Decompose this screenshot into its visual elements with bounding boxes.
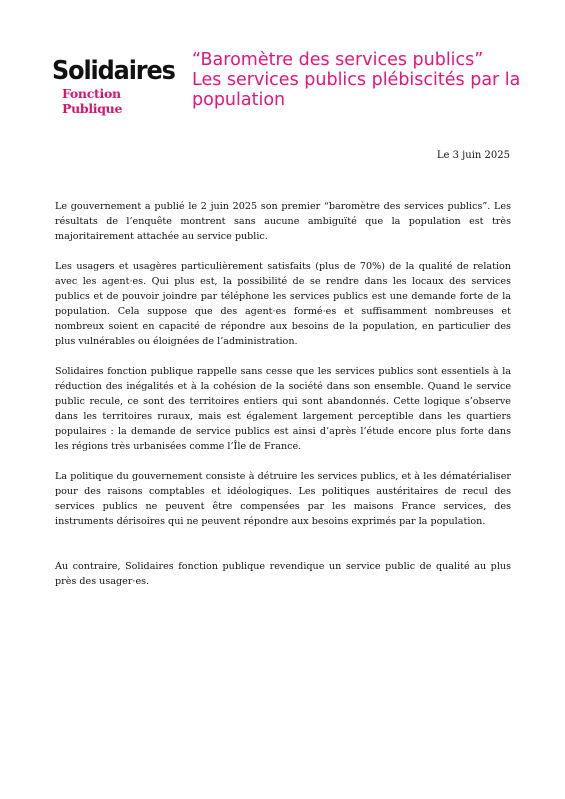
paragraph-inequalities: Solidaires fonction publique rappelle sans cesse que les services publics sont essentiels à la réduction des inégalités et à la cohésion de la société dans son ensemble. Quand le service public recule, ce sont des territoires entiers qui sont abandonnés. Cette logique s’observe dans les territoires ruraux, mais est également largement perceptible dans les quartiers populaires : la demande de service publics est ainsi d’après l’étude encore plus forte dans les régions très urbanisées comme l’Île de France.: [55, 366, 511, 452]
title-line-2: Les services publics plébiscités par la: [192, 70, 521, 90]
paragraph-government-policy: La politique du gouvernement consiste à détruire les services publics, et à les dématérialiser pour des raisons comptables et idéologiques. Les politiques austéritaires de recul des services publics ne peuvent être compensées par les maisons France services, des instruments dérisoires qui ne peuvent répondre aux besoins exprimés par la population.: [55, 471, 511, 527]
logo-subtitle: Fonction Publique: [62, 86, 123, 116]
paragraph-conclusion: Au contraire, Solidaires fonction publique revendique un service public de qualité au plus près des usager·es.: [55, 561, 511, 587]
paragraph-satisfaction: Les usagers et usagères particulièrement satisfaits (plus de 70%) de la qualité de relation avec les agent·es. Qui plus est, la possibilité de se rendre dans les locaux des services publics et de pouvoir joindre par téléphone les services publics est une demande forte de la population. Cela suppose que des agent·es formé·es et suffisamment nombreuses et nombreux soient en capacité de répondre aux besoins de la population, en particulier des plus vulnérables ou éloignées de l’administration.: [55, 261, 511, 347]
document-date: Le 3 juin 2025: [436, 150, 510, 161]
logo-wordmark: Solidaires: [52, 56, 175, 86]
page-title: [192, 50, 532, 110]
solidaires-logo: [52, 58, 182, 116]
title-line-1: “Baromètre des services publics”: [192, 50, 484, 70]
paragraph-intro: Le gouvernement a publié le 2 juin 2025 son premier “baromètre des services publics”. Les résultats de l’enquête montrent sans aucune ambiguïté que la population est très majoritairement attachée au service public.: [55, 201, 511, 242]
title-line-3: population: [192, 90, 286, 110]
document-body: [55, 199, 511, 604]
